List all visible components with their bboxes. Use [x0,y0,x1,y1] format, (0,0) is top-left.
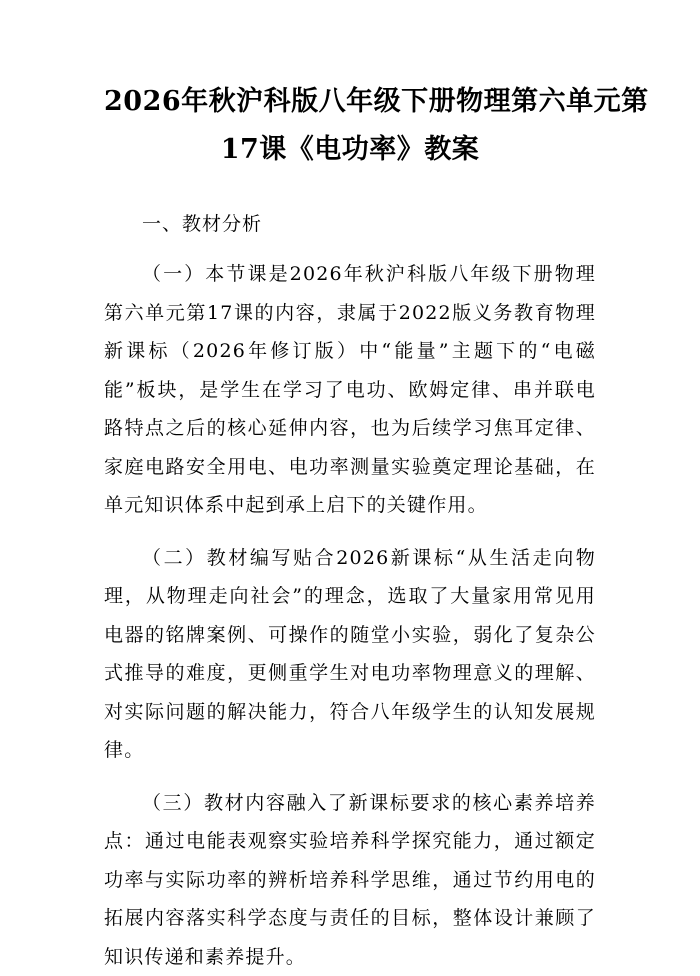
section-heading: 一、教材分析 [104,204,596,244]
paragraph-2: （二）教材编写贴合2026新课标“从生活走向物理，从物理走向社会”的理念，选取了大量家用常见用电器的铭牌案例、可操作的随堂小实验，弱化了复杂公式推导的难度，更侧重学生对电功率物理意义的理解、对实际问题的解决能力，符合八年级学生的认知发展规律。 [104,539,596,770]
title-line-1: 2026年秋沪科版八年级下册物理第六单元第 [104,78,596,126]
title-line-2: 17课《电功率》教案 [104,126,596,174]
paragraph-3: （三）教材内容融入了新课标要求的核心素养培养点：通过电能表观察实验培养科学探究能力，通过额定功率与实际功率的辨析培养科学思维，通过节约用电的拓展内容落实科学态度与责任的目标，整体设计兼顾了知识传递和素养提升。 [104,784,596,976]
paragraph-1: （一）本节课是2026年秋沪科版八年级下册物理第六单元第17课的内容，隶属于2022版义务教育物理新课标（2026年修订版）中“能量”主题下的“电磁能”板块，是学生在学习了电功、欧姆定律、串并联电路特点之后的核心延伸内容，也为后续学习焦耳定律、家庭电路安全用电、电功率测量实验奠定理论基础，在单元知识体系中起到承上启下的关键作用。 [104,255,596,525]
document-title [104,78,596,174]
